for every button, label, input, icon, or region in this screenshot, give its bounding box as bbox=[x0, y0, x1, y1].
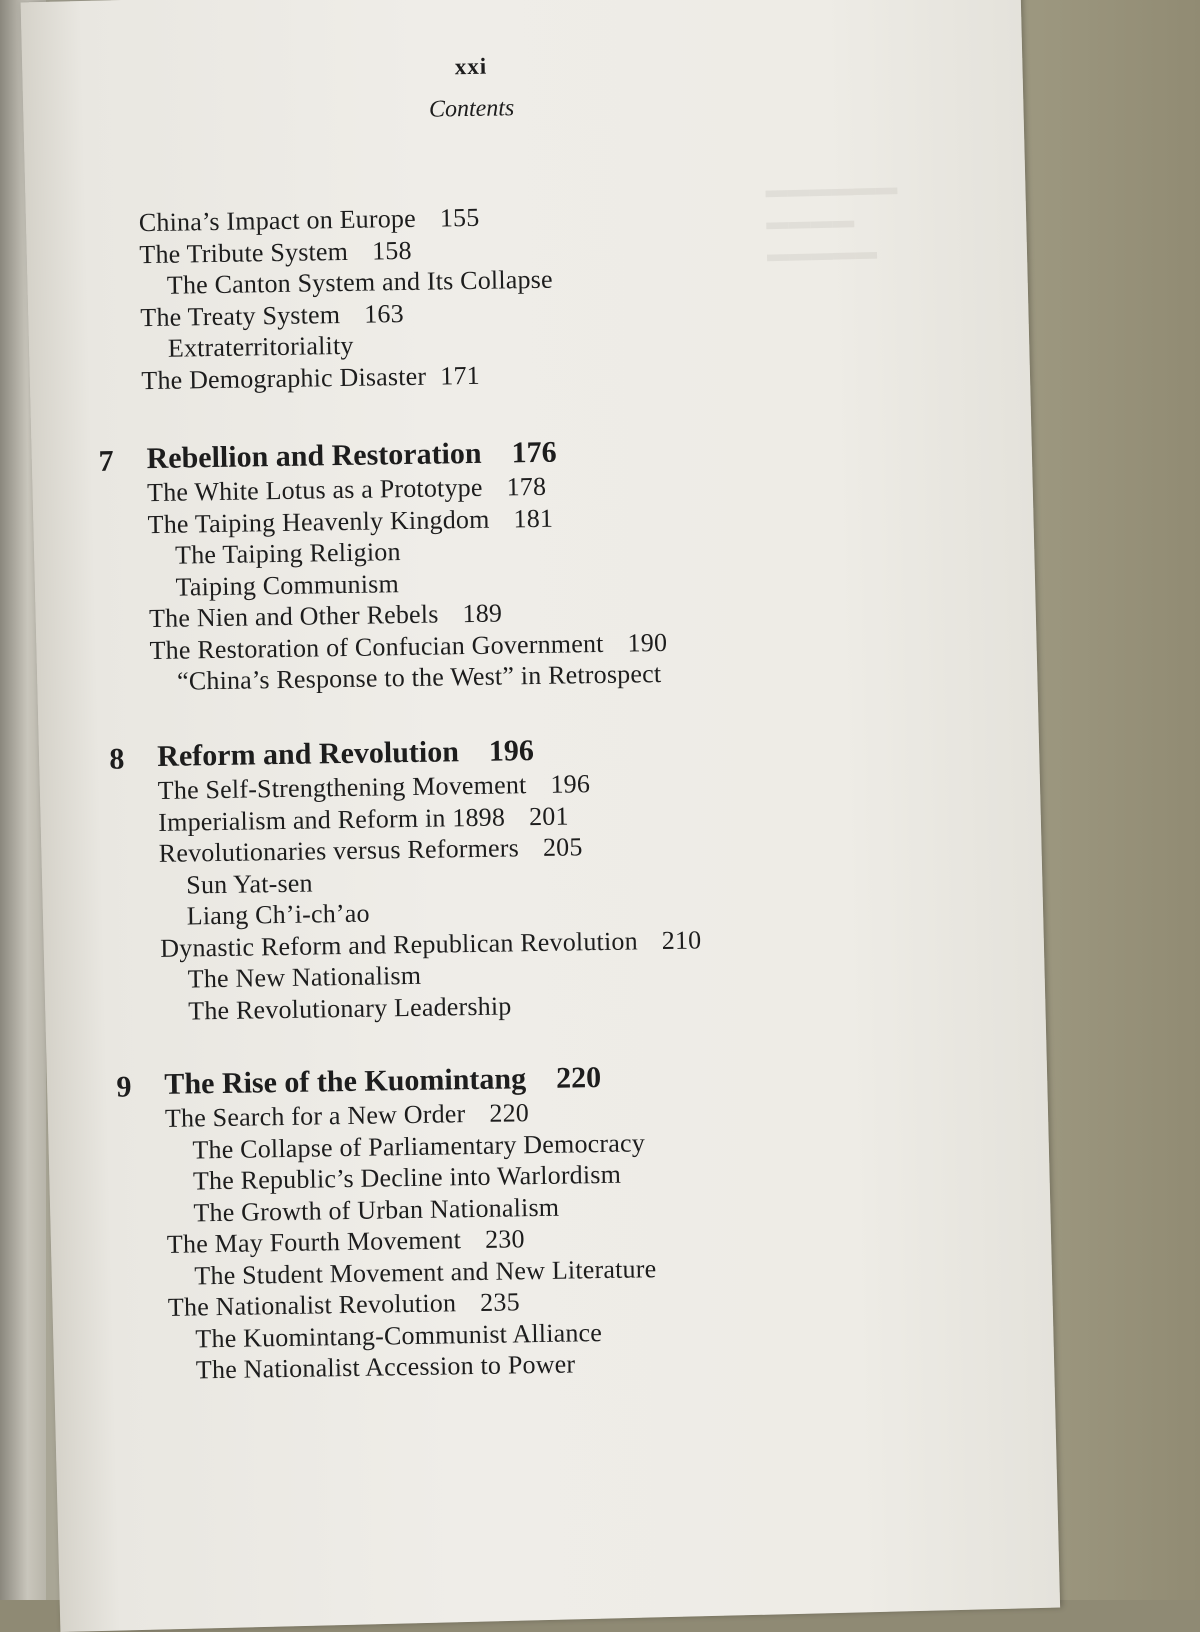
entry-title: The Collapse of Parliamentary Democracy bbox=[192, 1127, 646, 1164]
entry-title: The Revolutionary Leadership bbox=[188, 990, 512, 1025]
toc-subentry bbox=[140, 264, 553, 302]
entry-page: 155 bbox=[439, 202, 480, 233]
page-number: xxi bbox=[454, 53, 488, 80]
entry-page: 158 bbox=[371, 235, 412, 266]
chapter-number: 9 bbox=[116, 1070, 132, 1104]
entry-page: 205 bbox=[542, 832, 583, 862]
entry-title: The Self-Strengthening Movement bbox=[157, 770, 527, 805]
chapter-heading bbox=[116, 1059, 653, 1104]
entry-title: China’s Impact on Europe bbox=[138, 203, 417, 238]
entry-title: The Kuomintang-Communist Alliance bbox=[195, 1317, 603, 1353]
chapter-7 bbox=[98, 433, 668, 698]
entry-title: The Tribute System bbox=[139, 236, 349, 269]
entry-title: Dynastic Reform and Republican Revolution bbox=[160, 925, 638, 963]
running-head: Contents bbox=[428, 95, 515, 123]
entry-page: 190 bbox=[627, 627, 668, 658]
entry-title: The Nien and Other Rebels bbox=[148, 599, 439, 634]
entry-title: The New Nationalism bbox=[187, 960, 422, 994]
show-through-text: ▬▬▬▬▬▬ ▬▬▬▬ ▬▬▬▬▬ bbox=[765, 174, 898, 267]
entry-title: Liang Ch’i-ch’ao bbox=[186, 898, 370, 931]
entry-page: 171 bbox=[440, 360, 481, 390]
toc-subentry bbox=[150, 658, 668, 698]
chapter-number: 7 bbox=[98, 444, 114, 478]
entry-title: The Growth of Urban Nationalism bbox=[193, 1192, 560, 1227]
entry-page: 210 bbox=[661, 924, 702, 955]
entry-title: The Restoration of Confucian Government bbox=[149, 628, 604, 665]
entry-title: The White Lotus as a Prototype bbox=[146, 472, 483, 508]
entry-page: 178 bbox=[506, 471, 547, 502]
chapter-6-continued bbox=[139, 201, 555, 396]
entry-page: 196 bbox=[550, 769, 591, 799]
entry-title: The Nationalist Revolution bbox=[167, 1288, 457, 1322]
chapter-9 bbox=[116, 1059, 658, 1386]
entry-title: The Student Movement and New Literature bbox=[194, 1253, 657, 1290]
entry-title: The May Fourth Movement bbox=[166, 1225, 462, 1259]
entry-title: Imperialism and Reform in 1898 bbox=[158, 801, 506, 837]
entry-title: The Demographic Disaster bbox=[141, 361, 427, 395]
entry-title: The Taiping Heavenly Kingdom bbox=[147, 504, 490, 539]
entry-page: 201 bbox=[528, 800, 569, 831]
entry-page: 230 bbox=[484, 1224, 525, 1254]
entry-title: Sun Yat-sen bbox=[186, 868, 313, 900]
chapter-page: 196 bbox=[488, 734, 535, 768]
entry-title: Taiping Communism bbox=[175, 568, 400, 602]
chapter-page: 220 bbox=[555, 1061, 602, 1095]
entry-page: 181 bbox=[513, 503, 554, 533]
chapter-title: Reform and Revolution bbox=[157, 735, 460, 773]
entry-title: The Taiping Religion bbox=[174, 537, 401, 570]
entry-title: The Treaty System bbox=[140, 299, 341, 332]
entry-title: The Nationalist Accession to Power bbox=[195, 1349, 576, 1385]
entry-title: Extraterritoriality bbox=[167, 330, 354, 363]
toc-entry bbox=[141, 358, 554, 396]
chapter-8 bbox=[109, 730, 703, 1026]
entry-title: The Republic’s Decline into Warlordism bbox=[192, 1159, 622, 1196]
entry-title: The Canton System and Its Collapse bbox=[166, 264, 553, 300]
chapter-title: The Rise of the Kuomintang bbox=[164, 1062, 527, 1101]
entry-title: The Search for a New Order bbox=[164, 1099, 466, 1133]
entry-page: 220 bbox=[489, 1098, 530, 1128]
entry-title: Revolutionaries versus Reformers bbox=[158, 833, 520, 868]
chapter-page: 176 bbox=[511, 435, 557, 470]
chapter-number: 8 bbox=[109, 742, 125, 776]
entry-page: 163 bbox=[363, 298, 405, 329]
entry-page: 189 bbox=[462, 598, 503, 629]
entry-page: 235 bbox=[479, 1287, 520, 1317]
chapter-title: Rebellion and Restoration bbox=[146, 436, 482, 476]
entry-title: “China’s Response to the West” in Retrospect bbox=[176, 659, 662, 696]
toc-subentry bbox=[169, 1347, 658, 1386]
